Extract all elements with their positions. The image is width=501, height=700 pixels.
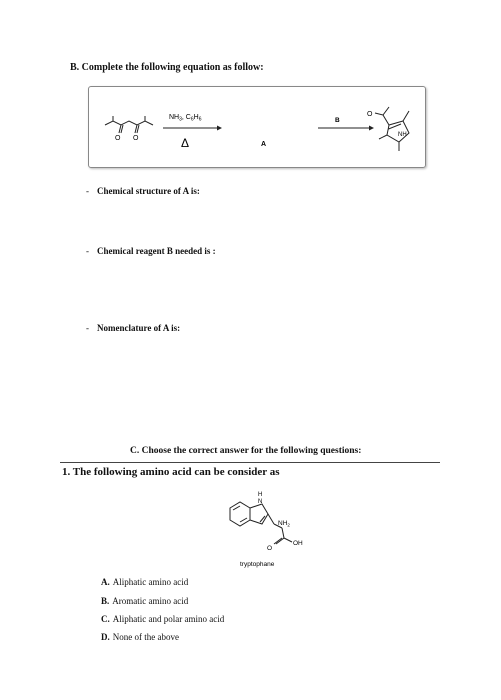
product-nh-label: NH (398, 132, 407, 138)
section-c-title: C. Choose the correct answer for the following questions: (130, 446, 362, 456)
option-c[interactable]: C. Aliphatic and polar amino acid (101, 614, 225, 624)
question-reagent-b: - Chemical reagent B needed is : (86, 246, 216, 256)
acid-carbonyl-o: O (267, 545, 273, 552)
indole-n-label: N (258, 499, 263, 505)
product-structure (375, 107, 409, 151)
reaction-scheme-box (88, 86, 426, 168)
reagent-1-label: $NH_3$, $C_6H_6$ (169, 114, 202, 123)
option-b[interactable]: B. Aromatic amino acid (101, 596, 189, 606)
tryptophan-svg (220, 478, 330, 570)
option-d[interactable]: D. None of the above (101, 632, 179, 642)
heat-symbol: Δ (181, 136, 190, 150)
reaction-arrow-2-head (369, 126, 374, 131)
section-divider (60, 462, 440, 463)
tryptophan-structure (220, 478, 330, 570)
carbonyl-o-1: O (115, 135, 121, 142)
question-structure-a: - Chemical structure of A is: (86, 186, 200, 196)
reaction-arrow-1-head (217, 126, 222, 131)
reagent-b-label: B (335, 117, 340, 124)
option-a[interactable]: A. Aliphatic amino acid (101, 577, 189, 587)
question-nomenclature-a: - Nomenclature of A is: (86, 323, 181, 333)
indole-h-label: H (258, 492, 263, 498)
amine-label: $NH_2$ (278, 520, 290, 528)
carbonyl-o-2: O (133, 135, 139, 142)
section-b-title: B. Complete the following equation as follow: (70, 62, 264, 73)
starting-material-structure (105, 116, 153, 133)
intermediate-a-label: A (261, 141, 267, 148)
hydroxyl-label: OH (293, 540, 303, 547)
question-1-text: 1. The following amino acid can be consider as (62, 466, 280, 478)
reaction-scheme-svg (89, 87, 425, 167)
structure-caption: tryptophane (240, 561, 275, 568)
product-carbonyl-o: O (367, 111, 373, 118)
